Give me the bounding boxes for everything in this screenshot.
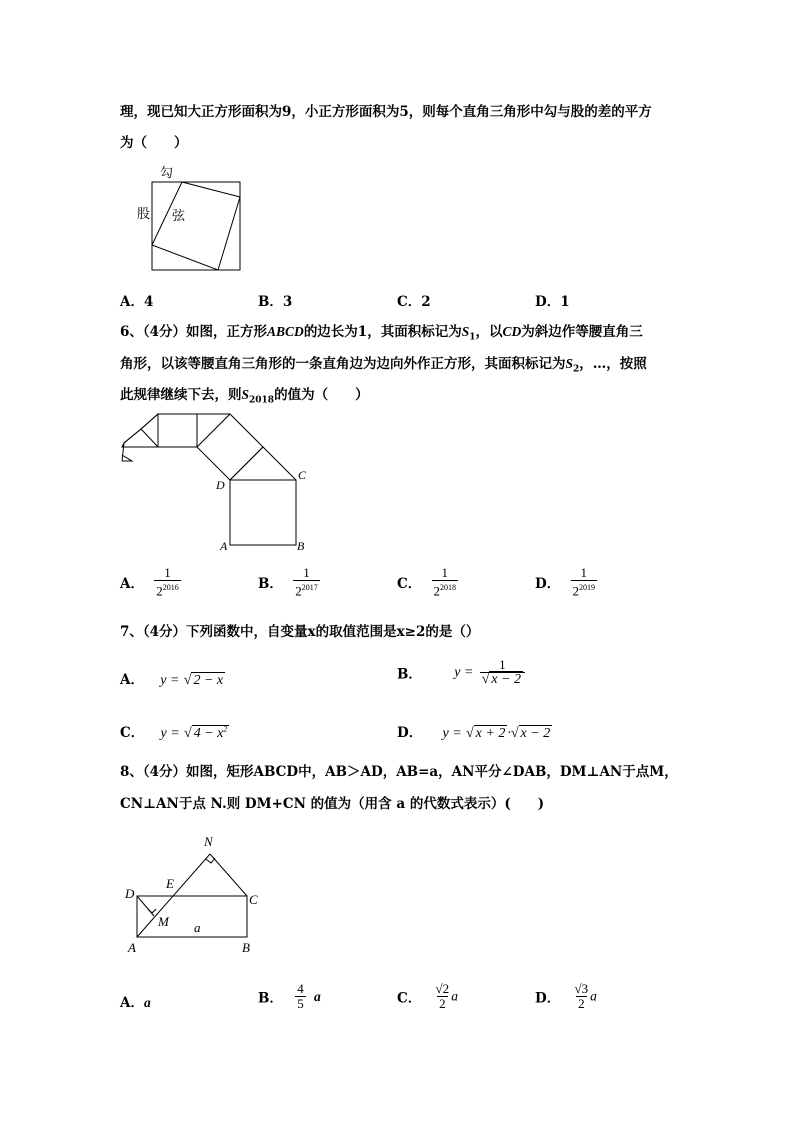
q8-label-c: C [249,892,258,907]
q6-stem-line2: 角形，以该等腰直角三角形的一条直角边为边向外作正方形，其面积标记为$S_2$，…，按照 [120,356,647,375]
q6-option-a[interactable]: A． $\frac{1}{2^{2016}}$ [120,565,179,599]
q8-label-a: A [128,940,136,955]
q6-label-d: D [216,478,225,492]
q8-option-b[interactable]: B． $\frac{4}{5}$ a [258,981,321,1011]
q5-label-gou: 勾 [160,165,174,180]
q5-option-d[interactable]: D．1 [535,294,570,310]
q5-label-xian: 弦 [172,208,186,223]
q6-option-b[interactable]: B． $\frac{1}{2^{2017}}$ [258,565,318,599]
q6-figure [116,405,326,555]
q7-option-d[interactable]: D． y = √ x + 2 ·√ x − 2 [397,725,551,741]
q8-label-b: B [242,940,250,955]
q7-option-a[interactable]: A． y = √ 2 − x [120,672,224,688]
q8-line-cn [210,854,247,896]
q6-triangle-1 [230,447,296,480]
q5-option-a[interactable]: A．4 [120,294,154,310]
q7-option-b[interactable]: B． y = $\frac{1}{√ x - 2}$ [397,658,525,687]
q5-outer-square [152,182,240,270]
q7-option-c[interactable]: C． y = √ $4 - x^2$ [120,724,228,741]
q8-stem-line1: 8、（4分）如图，矩形ABCD中，AB＞AD，AB=a，AN平分∠DAB，DM⊥AN于点M， [120,764,678,780]
q5-figure [132,160,252,280]
q8-option-a[interactable]: A．a [120,995,151,1011]
q5-stem-line2: 为（ ） [120,135,188,151]
q7-stem: 7、（4分）下列函数中，自变量x的取值范围是x≥2的是（） [120,624,480,640]
q8-label-d: D [125,886,135,901]
q8-option-d[interactable]: D． $\frac{√3}{2}$ a [535,981,597,1011]
q5-stem-line1: 理，现已知大正方形面积为9，小正方形面积为5，则每个直角三角形中勾与股的差的平方 [120,104,652,120]
q5-option-c[interactable]: C．2 [397,294,431,310]
q5-label-gu: 股 [137,206,151,221]
q5-option-b[interactable]: B．3 [258,294,293,310]
q8-rectangle-abcd [137,896,247,937]
q6-square-3 [158,414,197,447]
q8-option-c[interactable]: C． $\frac{√2}{2}$ a [397,981,458,1011]
q5-inner-square [152,182,240,270]
q6-option-d[interactable]: D． $\frac{1}{2^{2019}}$ [535,565,596,599]
q6-square-abcd [230,480,296,545]
q8-label-a-side: a [194,920,201,935]
q8-figure [118,826,278,960]
q8-label-n: N [204,834,213,849]
q8-label-e: E [166,876,174,891]
q6-square-4 [122,414,158,447]
q6-label-a: A [220,539,228,553]
q6-stem-line1: 6、（4分）如图，正方形ABCD的边长为1，其面积标记为$S_1$，以CD为斜边作等腰直角三 [120,324,643,343]
q6-square-2 [197,414,263,480]
q6-label-b: B [297,539,305,553]
q8-stem-line2: CN⊥AN于点 N.则 DM+CN 的值为（用含 a 的代数式表示）( ) [120,796,545,812]
q6-option-c[interactable]: C． $\frac{1}{2^{2018}}$ [397,565,457,599]
q8-label-m: M [158,914,169,929]
q6-stem-line3: 此规律继续下去，则$S_{2018}$的值为（ ） [120,387,369,406]
q6-triangle-3 [141,414,158,447]
q6-label-c: C [298,468,307,482]
